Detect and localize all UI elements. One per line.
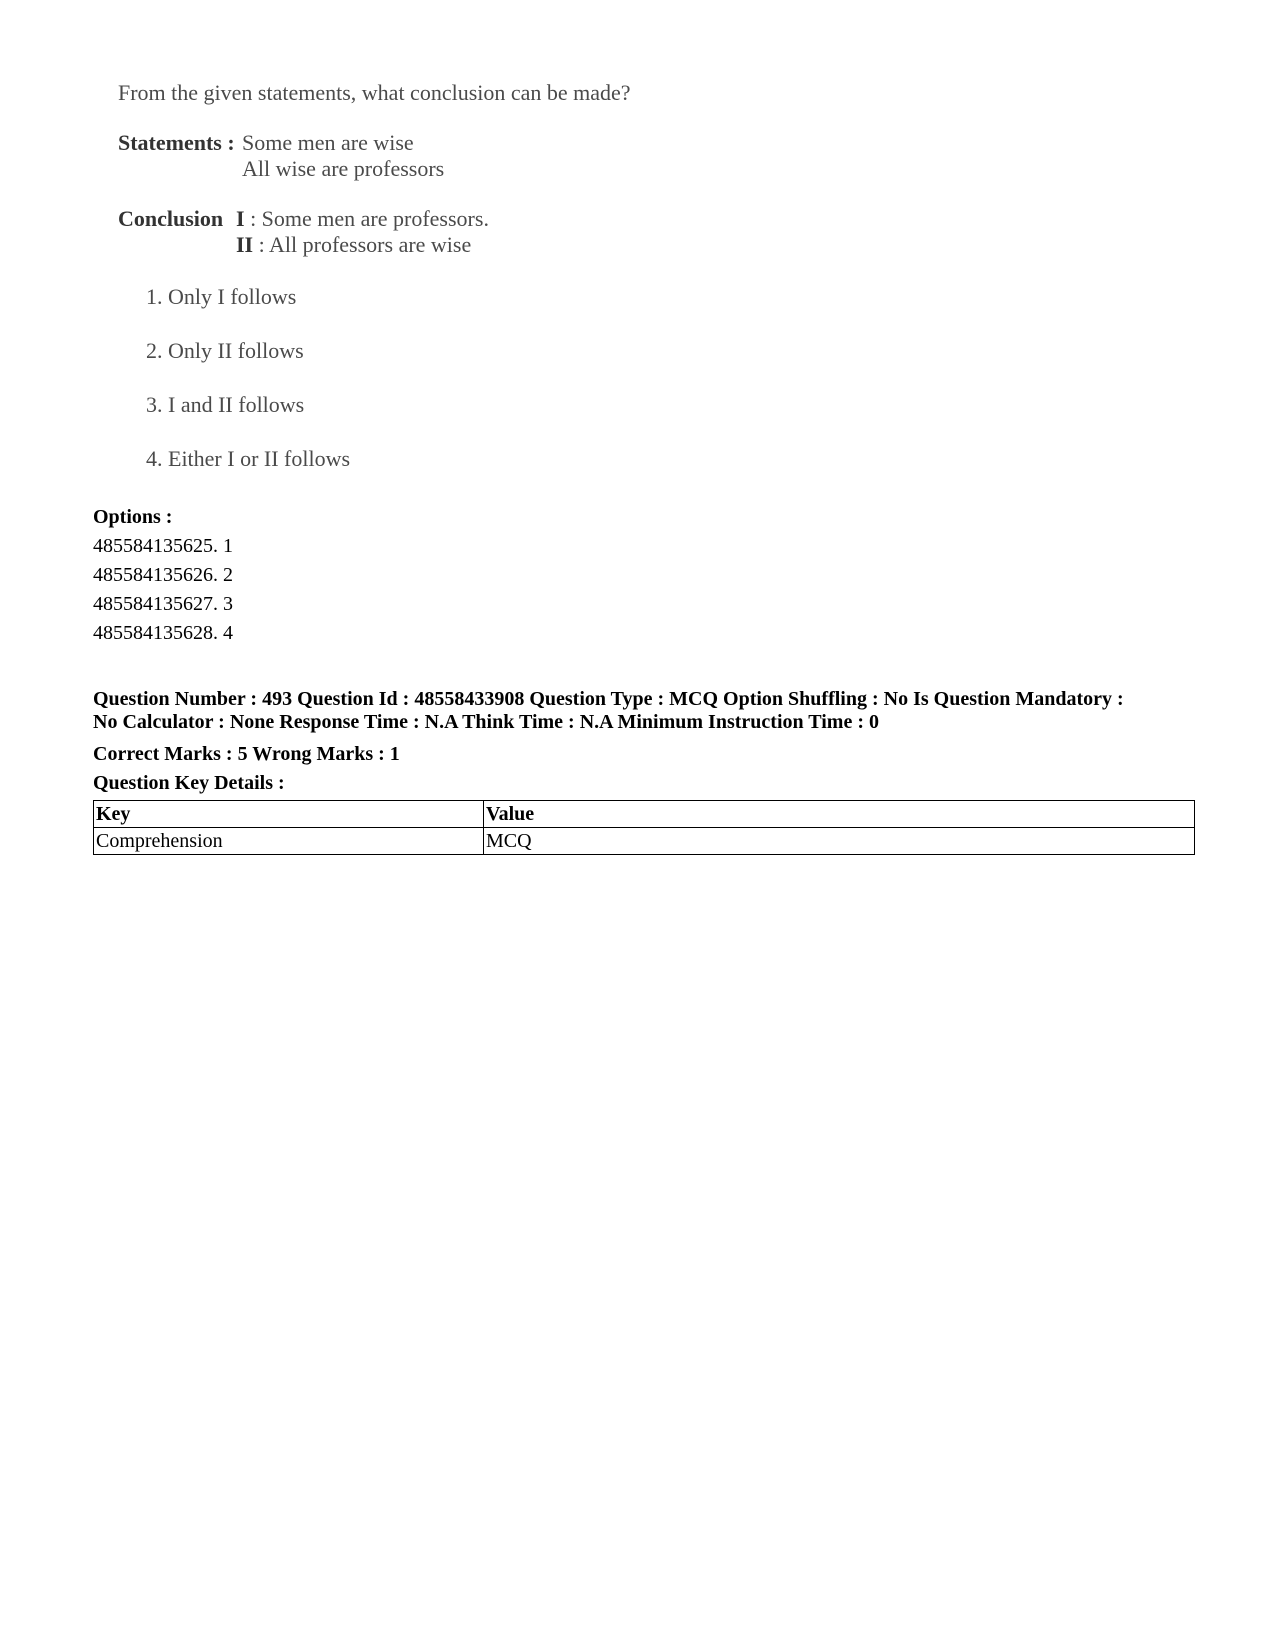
option-item: 485584135625. 1 [93, 535, 233, 557]
option-item: 485584135626. 2 [93, 564, 233, 586]
statement-1: Some men are wise [242, 130, 414, 155]
choice-2: 2. Only II follows [146, 338, 304, 363]
choice-3: 3. I and II follows [146, 392, 305, 417]
table-row [94, 828, 1195, 855]
conclusion-2-text: : All professors are wise [253, 232, 472, 257]
key-details-label: Question Key Details : [93, 772, 285, 794]
option-item: 485584135627. 3 [93, 593, 233, 615]
options-label: Options : [93, 506, 173, 528]
table-header-row [94, 801, 1195, 828]
question-meta-line-2: No Calculator : None Response Time : N.A Think Time : N.A Minimum Instruction Time : 0 [93, 711, 879, 733]
table-cell-value: MCQ [484, 828, 1195, 855]
question-meta [93, 688, 1193, 734]
table-header-value: Value [484, 801, 1195, 828]
statement-2: All wise are professors [242, 156, 445, 181]
question-prompt: From the given statements, what conclusion can be made? [118, 80, 631, 105]
conclusion-2 [236, 232, 471, 258]
question-key-table [93, 800, 1195, 855]
statements-label: Statements : [118, 130, 235, 155]
conclusion-1-text: : Some men are professors. [244, 206, 489, 231]
choice-1: 1. Only I follows [146, 284, 297, 309]
conclusion-2-numeral: II [236, 232, 254, 257]
table-header-key: Key [94, 801, 484, 828]
option-item: 485584135628. 4 [93, 622, 233, 644]
conclusion-1 [236, 206, 489, 232]
conclusion-1-numeral: I [236, 206, 245, 231]
question-meta-line-1: Question Number : 493 Question Id : 48558433908 Question Type : MCQ Option Shuffling : No Is Question Mandatory : [93, 688, 1124, 710]
marks-line: Correct Marks : 5 Wrong Marks : 1 [93, 743, 400, 765]
table-cell-key: Comprehension [94, 828, 484, 855]
choice-4: 4. Either I or II follows [146, 446, 351, 471]
question-image [108, 70, 668, 490]
conclusion-label: Conclusion [118, 206, 224, 231]
